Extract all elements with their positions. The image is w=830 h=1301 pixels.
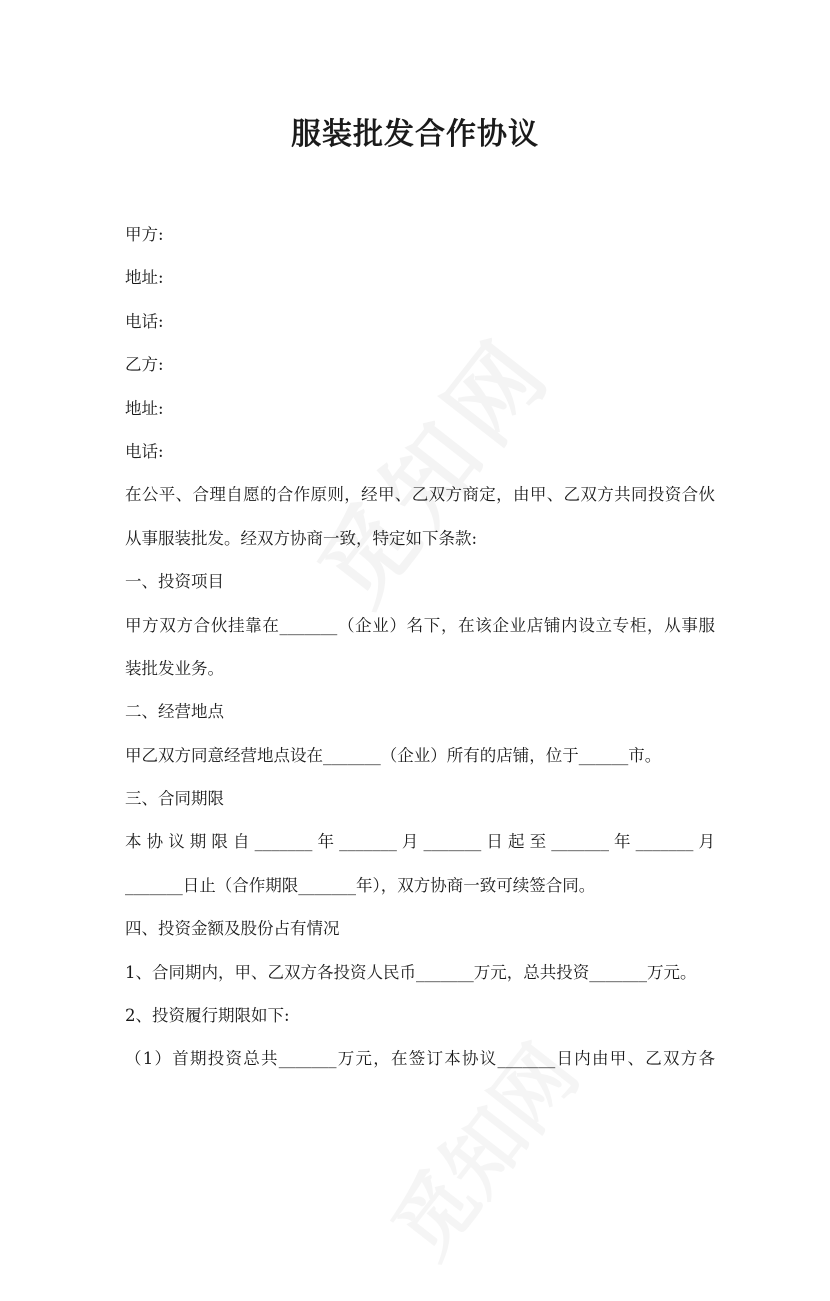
intro-paragraph-line-1: 在公平、合理自愿的合作原则，经甲、乙双方商定，由甲、乙双方共同投资合伙 xyxy=(125,485,715,505)
section-heading-4: 四、投资金额及股份占有情况 xyxy=(125,919,340,939)
section-1-line-2: 装批发业务。 xyxy=(125,658,224,678)
party-a-label: 甲方: xyxy=(125,225,164,244)
section-heading-3: 三、合同期限 xyxy=(125,789,224,809)
section-3-line-2: _______日止（合作期限_______年），双方协商一致可续签合同。 xyxy=(125,875,596,895)
party-a-address: 地址: xyxy=(125,268,164,288)
document-body xyxy=(125,213,715,1081)
section-1-line-1: 甲方双方合伙挂靠在_______（企业）名下，在该企业店铺内设立专柜，从事服 xyxy=(125,615,715,635)
section-4-item-1: 1、合同期内，甲、乙双方各投资人民币_______万元，总共投资_______万元。 xyxy=(125,962,697,982)
party-a-phone: 电话: xyxy=(125,311,164,331)
party-b-phone: 电话: xyxy=(125,441,164,461)
party-b-label: 乙方: xyxy=(125,355,164,375)
section-heading-2: 二、经营地点 xyxy=(125,702,224,722)
section-2-line-1: 甲乙双方同意经营地点设在_______（企业）所有的店铺，位于______市。 xyxy=(125,745,662,765)
section-heading-1: 一、投资项目 xyxy=(125,572,224,592)
document-title: 服装批发合作协议 xyxy=(291,117,539,152)
intro-paragraph-line-2: 从事服装批发。经双方协商一致，特定如下条款: xyxy=(125,528,478,548)
party-b-address: 地址: xyxy=(125,398,164,418)
section-4-item-2: 2、投资履行期限如下: xyxy=(125,1006,290,1026)
section-3-line-1: 本协议期限自_______年_______月_______日起至_______年_______月 xyxy=(125,832,715,852)
section-4-subitem-1: （1）首期投资总共_______万元，在签订本协议_______日内由甲、乙双方各 xyxy=(125,1049,715,1069)
